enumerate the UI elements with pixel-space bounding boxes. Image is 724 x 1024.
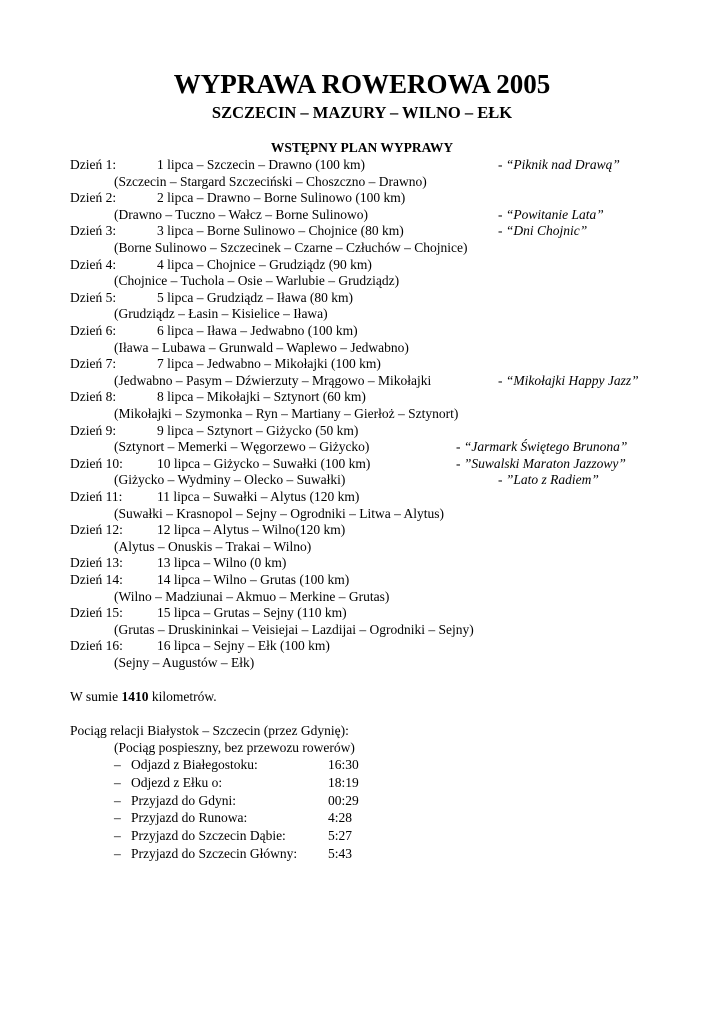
event-name: - “Piknik nad Drawą” bbox=[498, 157, 620, 172]
day-label: Dzień 9: bbox=[70, 423, 117, 438]
timetable-time: 16:30 bbox=[328, 757, 359, 772]
bullet-dash: – bbox=[114, 775, 121, 790]
day-description: 4 lipca – Chojnice – Grudziądz (90 km) bbox=[157, 257, 372, 272]
day-description: 3 lipca – Borne Sulinowo – Chojnice (80 km) bbox=[157, 223, 404, 238]
day-route: (Jedwabno – Pasym – Dźwierzuty – Mrągowo – Mikołajki bbox=[114, 373, 432, 388]
day-description: 13 lipca – Wilno (0 km) bbox=[157, 555, 287, 570]
timetable-label: Przyjazd do Szczecin Główny: bbox=[131, 846, 298, 861]
day-label: Dzień 15: bbox=[70, 605, 123, 620]
day-label: Dzień 14: bbox=[70, 572, 123, 587]
train-heading: Pociąg relacji Białystok – Szczecin (przez Gdynię): bbox=[70, 723, 349, 738]
timetable-time: 18:19 bbox=[328, 775, 359, 790]
day-route: (Chojnice – Tuchola – Osie – Warlubie – Grudziądz) bbox=[114, 273, 400, 288]
timetable-time: 5:43 bbox=[328, 846, 353, 861]
day-route: (Mikołajki – Szymonka – Ryn – Martiany – Gierłoż – Sztynort) bbox=[114, 406, 459, 421]
day-label: Dzień 8: bbox=[70, 389, 117, 404]
timetable-time: 5:27 bbox=[328, 828, 353, 843]
timetable-label: Przyjazd do Szczecin Dąbie: bbox=[131, 828, 286, 843]
day-label: Dzień 3: bbox=[70, 223, 117, 238]
summary-prefix: W sumie bbox=[70, 689, 122, 704]
page-subtitle: SZCZECIN – MAZURY – WILNO – EŁK bbox=[211, 103, 513, 122]
day-label: Dzień 5: bbox=[70, 290, 117, 305]
day-label: Dzień 2: bbox=[70, 190, 117, 205]
timetable-time: 4:28 bbox=[328, 810, 353, 825]
day-description: 15 lipca – Grutas – Sejny (110 km) bbox=[157, 605, 347, 620]
day-description: 6 lipca – Iława – Jedwabno (100 km) bbox=[157, 323, 358, 338]
timetable-label: Odjazd z Białegostoku: bbox=[131, 757, 258, 772]
day-label: Dzień 16: bbox=[70, 638, 123, 653]
day-description: 16 lipca – Sejny – Ełk (100 km) bbox=[157, 638, 330, 653]
day-description: 7 lipca – Jedwabno – Mikołajki (100 km) bbox=[157, 356, 381, 371]
plan-heading: WSTĘPNY PLAN WYPRAWY bbox=[270, 140, 454, 155]
bullet-dash: – bbox=[114, 810, 121, 825]
day-description: 9 lipca – Sztynort – Giżycko (50 km) bbox=[157, 423, 359, 438]
day-route: (Suwałki – Krasnopol – Sejny – Ogrodniki – Litwa – Alytus) bbox=[114, 506, 444, 521]
day-route: (Iława – Lubawa – Grunwald – Waplewo – Jedwabno) bbox=[114, 340, 409, 355]
day-route: (Wilno – Madziunai – Akmuo – Merkine – Grutas) bbox=[114, 589, 390, 604]
day-description: 11 lipca – Suwałki – Alytus (120 km) bbox=[157, 489, 360, 504]
day-description: 5 lipca – Grudziądz – Iława (80 km) bbox=[157, 290, 354, 305]
event-name: - “Mikołajki Happy Jazz” bbox=[498, 373, 639, 388]
day-description: 8 lipca – Mikołajki – Sztynort (60 km) bbox=[157, 389, 366, 404]
day-label: Dzień 7: bbox=[70, 356, 117, 371]
day-route: (Sejny – Augustów – Ełk) bbox=[114, 655, 255, 670]
event-name: - “Dni Chojnic” bbox=[498, 223, 588, 238]
day-route: (Grutas – Druskininkai – Veisiejai – Lazdijai – Ogrodniki – Sejny) bbox=[114, 622, 474, 637]
day-route: (Szczecin – Stargard Szczeciński – Choszczno – Drawno) bbox=[114, 174, 427, 189]
summary-km: 1410 bbox=[121, 689, 149, 704]
day-label: Dzień 6: bbox=[70, 323, 117, 338]
day-description: 14 lipca – Wilno – Grutas (100 km) bbox=[157, 572, 350, 587]
day-label: Dzień 10: bbox=[70, 456, 123, 471]
timetable-label: Przyjazd do Gdyni: bbox=[131, 793, 236, 808]
timetable-label: Odjezd z Ełku o: bbox=[131, 775, 223, 790]
bullet-dash: – bbox=[114, 828, 121, 843]
day-route: (Borne Sulinowo – Szczecinek – Czarne – Człuchów – Chojnice) bbox=[114, 240, 468, 255]
day-route: (Drawno – Tuczno – Wałcz – Borne Sulinowo) bbox=[114, 207, 369, 222]
event-name: - “Jarmark Świętego Brunona” bbox=[456, 439, 628, 454]
day-route: (Giżycko – Wydminy – Olecko – Suwałki) bbox=[114, 472, 346, 487]
day-label: Dzień 1: bbox=[70, 157, 117, 172]
bullet-dash: – bbox=[114, 846, 121, 861]
day-label: Dzień 11: bbox=[70, 489, 123, 504]
day-description: 12 lipca – Alytus – Wilno(120 km) bbox=[157, 522, 346, 537]
day-label: Dzień 12: bbox=[70, 522, 123, 537]
day-label: Dzień 13: bbox=[70, 555, 123, 570]
day-route: (Grudziądz – Łasin – Kisielice – Iława) bbox=[114, 306, 328, 321]
day-label: Dzień 4: bbox=[70, 257, 117, 272]
train-note: (Pociąg pospieszny, bez przewozu rowerów) bbox=[114, 740, 355, 755]
summary-line bbox=[70, 688, 217, 705]
day-description: 10 lipca – Giżycko – Suwałki (100 km) bbox=[157, 456, 371, 471]
bullet-dash: – bbox=[114, 757, 121, 772]
page-title: WYPRAWA ROWEROWA 2005 bbox=[173, 69, 551, 99]
day-route: (Alytus – Onuskis – Trakai – Wilno) bbox=[114, 539, 312, 554]
event-name: - “Powitanie Lata” bbox=[498, 207, 604, 222]
day-description: 1 lipca – Szczecin – Drawno (100 km) bbox=[157, 157, 366, 172]
day-route: (Sztynort – Memerki – Węgorzewo – Giżycko) bbox=[114, 439, 370, 454]
timetable-label: Przyjazd do Runowa: bbox=[131, 810, 248, 825]
summary-suffix: kilometrów. bbox=[148, 689, 217, 704]
event-name: - ”Suwalski Maraton Jazzowy” bbox=[456, 456, 626, 471]
timetable-time: 00:29 bbox=[328, 793, 359, 808]
event-name: - ”Lato z Radiem” bbox=[498, 472, 599, 487]
bullet-dash: – bbox=[114, 793, 121, 808]
day-description: 2 lipca – Drawno – Borne Sulinowo (100 km) bbox=[157, 190, 406, 205]
